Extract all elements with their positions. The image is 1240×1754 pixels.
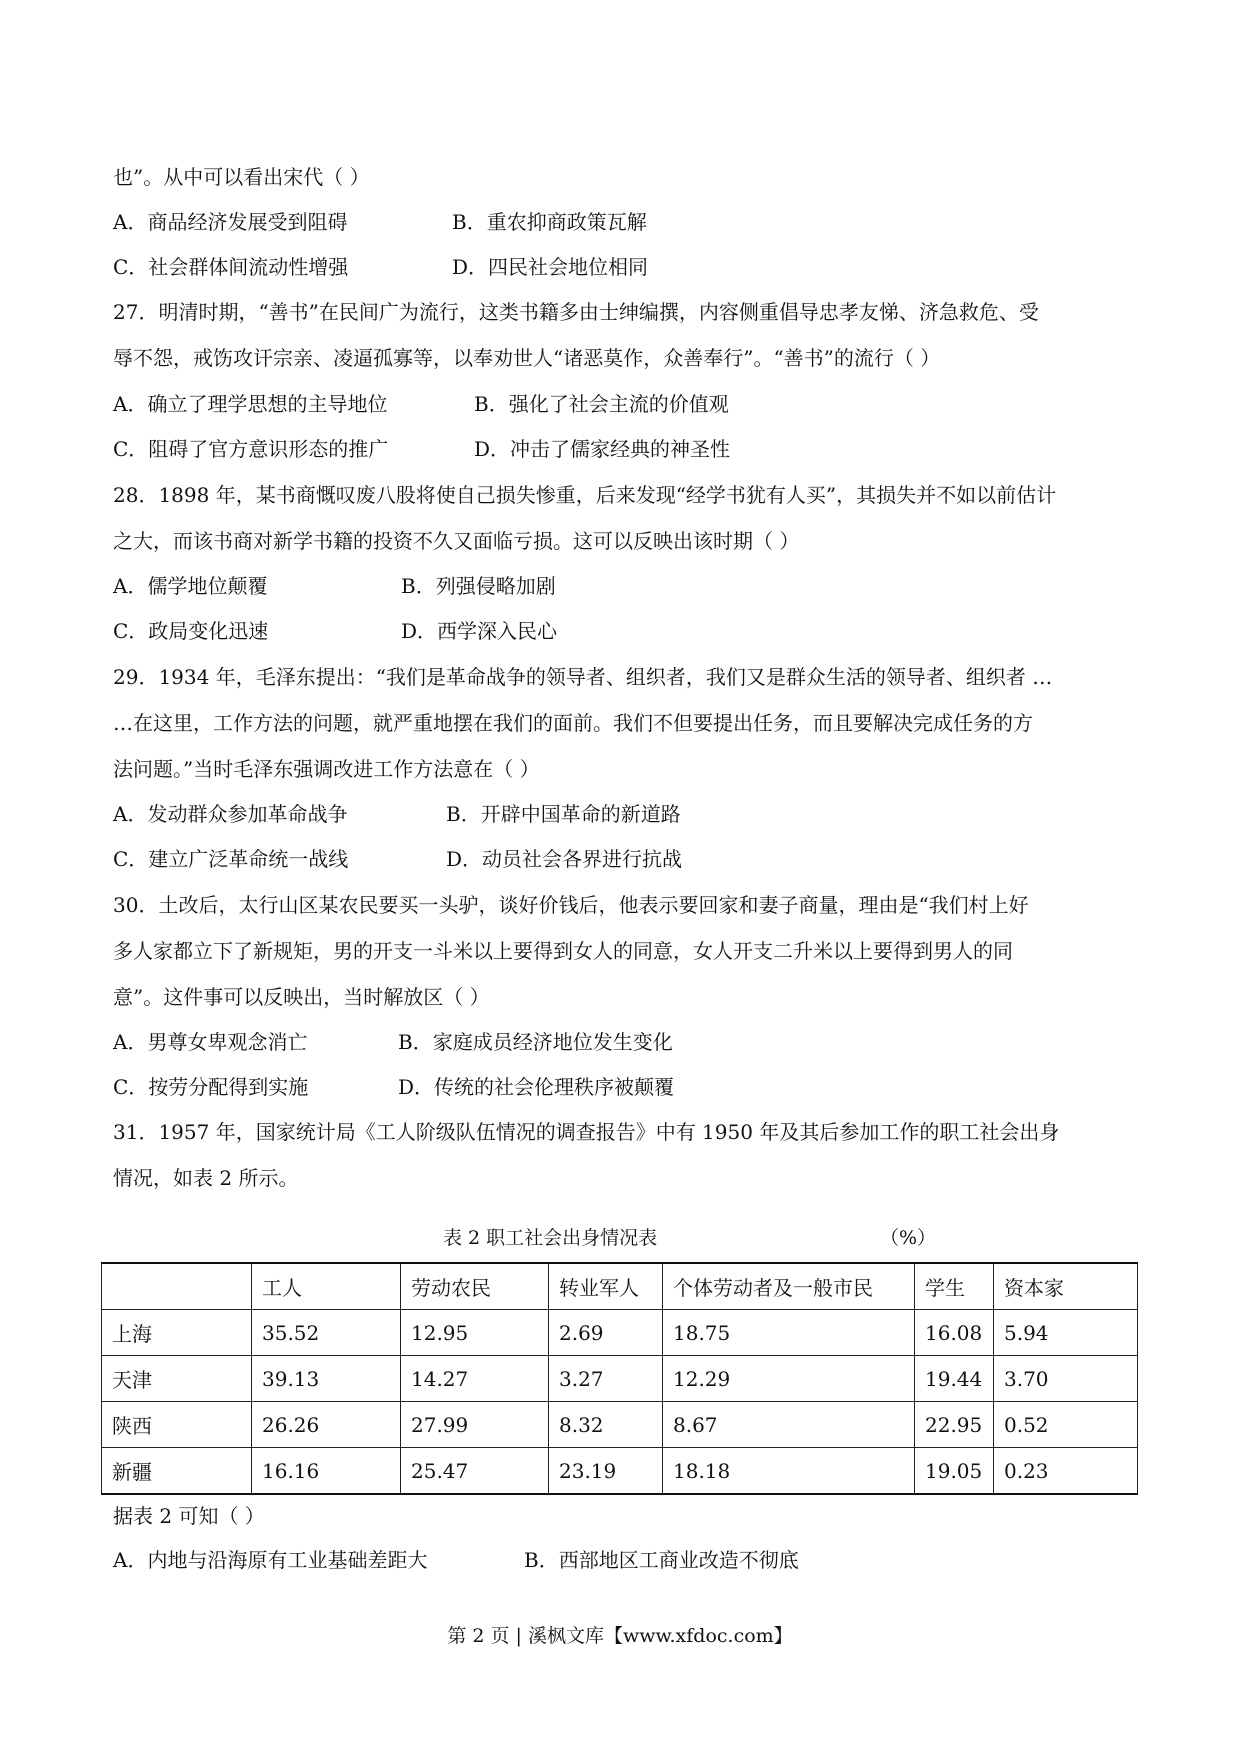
q28-option-c: C．政局变化迅速 (113, 619, 269, 643)
table-row (102, 1402, 1138, 1448)
table-cell: 2.69 (549, 1310, 663, 1356)
table-cell: 5.94 (994, 1310, 1138, 1356)
q31-line-1: 31．1957 年，国家统计局《工人阶级队伍情况的调查报告》中有 1950 年及其后参加工作的职工社会出身 (113, 1120, 1060, 1144)
table-header-cell: 劳动农民 (401, 1263, 549, 1310)
page-footer: 第 2 页 | 溪枫文库【www.xfdoc.com】 (447, 1625, 793, 1647)
q29-option-a: A．发动群众参加革命战争 (113, 802, 348, 826)
table-cell: 25.47 (401, 1448, 549, 1495)
table-cell: 27.99 (401, 1402, 549, 1448)
table-cell: 22.95 (915, 1402, 994, 1448)
table-unit: （%） (880, 1227, 937, 1249)
q30-option-d: D．传统的社会伦理秩序被颠覆 (398, 1075, 675, 1099)
q29-line-1: 29．1934 年，毛泽东提出：“我们是革命战争的领导者、组织者，我们又是群众生活的领导者、组织者 … (113, 665, 1053, 689)
table-header-cell: 工人 (252, 1263, 401, 1310)
q26-option-d: D．四民社会地位相同 (452, 255, 649, 279)
table-cell: 35.52 (252, 1310, 401, 1356)
table-caption: 表 2 职工社会出身情况表 (443, 1227, 658, 1249)
q27-option-d: D．冲击了儒家经典的神圣性 (474, 437, 731, 461)
table-cell: 39.13 (252, 1356, 401, 1402)
table-header-row (102, 1263, 1138, 1310)
table-cell: 天津 (102, 1356, 252, 1402)
table-header-cell (102, 1263, 252, 1310)
table-cell: 上海 (102, 1310, 252, 1356)
q27-option-c: C．阻碍了官方意识形态的推广 (113, 437, 389, 461)
q30-line-2: 多人家都立下了新规矩，男的开支一斗米以上要得到女人的同意，女人开支二升米以上要得到男人的同 (113, 939, 1013, 963)
table-cell: 23.19 (549, 1448, 663, 1495)
table-cell: 18.75 (663, 1310, 915, 1356)
q28-option-d: D．西学深入民心 (401, 619, 558, 643)
q30-line-3: 意”。这件事可以反映出，当时解放区（ ） (113, 985, 490, 1009)
table-cell: 陕西 (102, 1402, 252, 1448)
q30-option-b: B．家庭成员经济地位发生变化 (398, 1030, 673, 1054)
q28-line-1: 28．1898 年，某书商慨叹废八股将使自己损失惨重，后来发现“经学书犹有人买”，其损失并不如以前估计 (113, 483, 1057, 507)
table-cell: 14.27 (401, 1356, 549, 1402)
table-cell: 8.67 (663, 1402, 915, 1448)
table-cell: 新疆 (102, 1448, 252, 1495)
table-cell: 12.29 (663, 1356, 915, 1402)
table-row (102, 1310, 1138, 1356)
table-cell: 26.26 (252, 1402, 401, 1448)
table-cell: 0.52 (994, 1402, 1138, 1448)
q31-after-table: 据表 2 可知（ ） (113, 1504, 265, 1528)
table-cell: 12.95 (401, 1310, 549, 1356)
table-header-cell: 学生 (915, 1263, 994, 1310)
table-cell: 19.05 (915, 1448, 994, 1495)
table-cell: 16.16 (252, 1448, 401, 1495)
q26-option-c: C．社会群体间流动性增强 (113, 255, 349, 279)
q29-line-3: 法问题。”当时毛泽东强调改进工作方法意在（ ） (113, 757, 540, 781)
q29-option-c: C．建立广泛革命统一战线 (113, 847, 349, 871)
table-row (102, 1448, 1138, 1495)
table-cell: 3.27 (549, 1356, 663, 1402)
table-header-cell: 资本家 (994, 1263, 1138, 1310)
q29-option-d: D．动员社会各界进行抗战 (446, 847, 683, 871)
q26-tail: 也”。从中可以看出宋代（ ） (113, 165, 370, 189)
q28-option-b: B．列强侵略加剧 (401, 574, 556, 598)
q27-option-a: A．确立了理学思想的主导地位 (113, 392, 388, 416)
table-cell: 16.08 (915, 1310, 994, 1356)
q27-line-2: 辱不怨，戒饬攻讦宗亲、凌逼孤寡等，以奉劝世人“诸恶莫作，众善奉行”。“善书”的流行（ ） (113, 346, 941, 370)
table-header-cell: 个体劳动者及一般市民 (663, 1263, 915, 1310)
q27-option-b: B．强化了社会主流的价值观 (474, 392, 729, 416)
table-header-cell: 转业军人 (549, 1263, 663, 1310)
social-origin-table (101, 1262, 1138, 1495)
q28-option-a: A．儒学地位颠覆 (113, 574, 268, 598)
table-cell: 18.18 (663, 1448, 915, 1495)
q31-option-b: B．西部地区工商业改造不彻底 (524, 1548, 799, 1572)
table-cell: 0.23 (994, 1448, 1138, 1495)
q30-option-c: C．按劳分配得到实施 (113, 1075, 309, 1099)
q26-option-b: B．重农抑商政策瓦解 (452, 210, 647, 234)
q31-line-2: 情况，如表 2 所示。 (113, 1166, 299, 1190)
q29-option-b: B．开辟中国革命的新道路 (446, 802, 681, 826)
q31-option-a: A．内地与沿海原有工业基础差距大 (113, 1548, 428, 1572)
q26-option-a: A．商品经济发展受到阻碍 (113, 210, 348, 234)
table-row (102, 1356, 1138, 1402)
q30-option-a: A．男尊女卑观念消亡 (113, 1030, 308, 1054)
q27-line-1: 27．明清时期，“善书”在民间广为流行，这类书籍多由士绅编撰，内容侧重倡导忠孝友悌、济急救危、受 (113, 300, 1039, 324)
table-cell: 8.32 (549, 1402, 663, 1448)
table-cell: 19.44 (915, 1356, 994, 1402)
q28-line-2: 之大，而该书商对新学书籍的投资不久又面临亏损。这可以反映出该时期（ ） (113, 529, 800, 553)
table-cell: 3.70 (994, 1356, 1138, 1402)
q30-line-1: 30．土改后，太行山区某农民要买一头驴，谈好价钱后，他表示要回家和妻子商量，理由是“我们村上好 (113, 893, 1029, 917)
q29-line-2: …在这里，工作方法的问题，就严重地摆在我们的面前。我们不但要提出任务，而且要解决完成任务的方 (113, 711, 1033, 735)
